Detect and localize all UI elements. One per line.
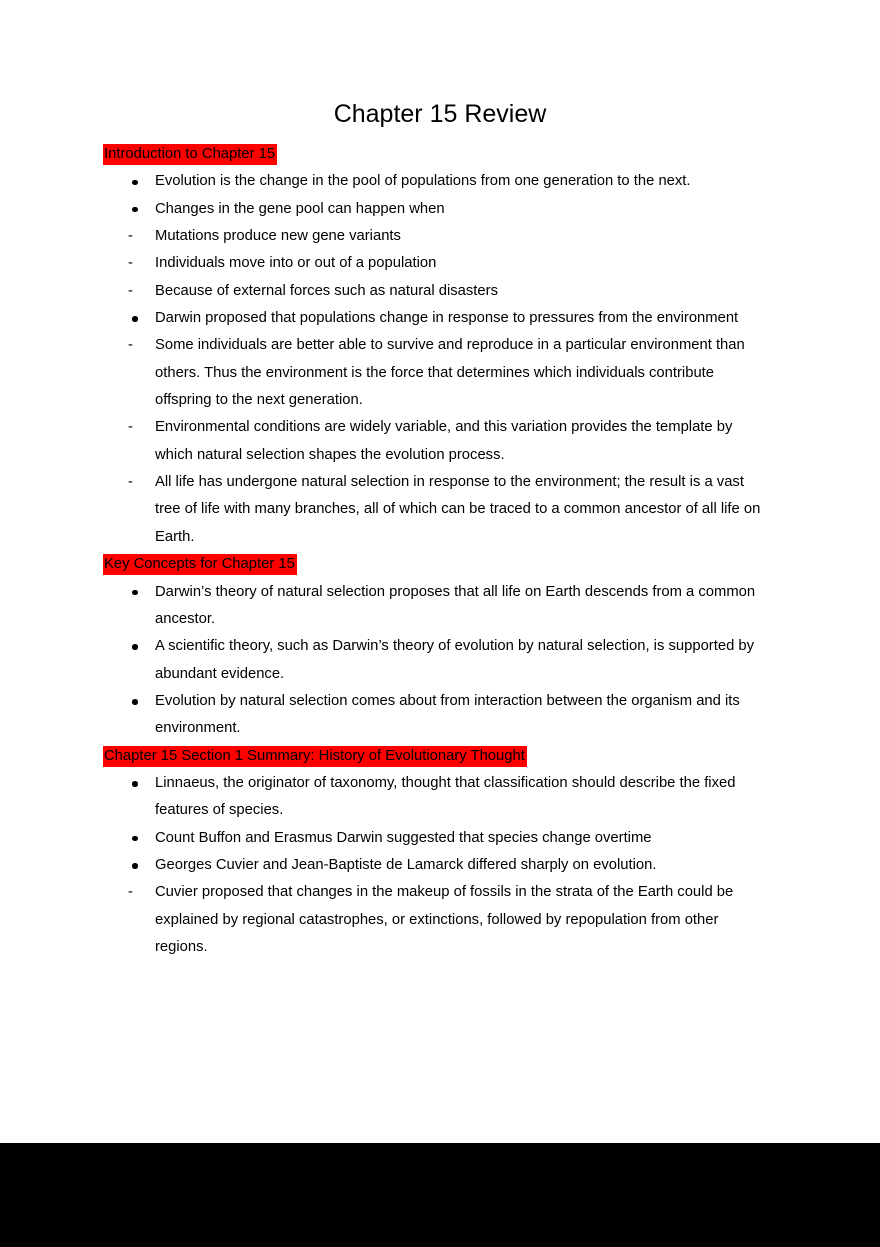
document-sections <box>103 141 777 961</box>
dash-marker-icon: - <box>128 255 133 272</box>
section-list <box>103 579 777 743</box>
list-item-text: Some individuals are better able to survive and reproduce in a particular environment than others. Thus the environment is the force that determines which individuals contribute offspring to the next generation. <box>155 337 745 409</box>
list-item <box>103 250 777 277</box>
section-heading-line <box>103 551 777 578</box>
list-item-text: Environmental conditions are widely variable, and this variation provides the template by which natural selection shapes the evolution process. <box>155 419 733 463</box>
list-item-text: Evolution by natural selection comes about from interaction between the organism and its environment. <box>155 692 740 737</box>
section-list <box>103 770 777 961</box>
list-item-text: Linnaeus, the originator of taxonomy, thought that classification should describe the fixed features of species. <box>155 774 736 819</box>
section-heading-line <box>103 743 777 770</box>
list-item-text: Mutations produce new gene variants <box>155 228 401 245</box>
bullet-marker-icon <box>132 863 138 869</box>
bullet-marker-icon <box>132 836 138 842</box>
bullet-marker-icon <box>132 316 138 322</box>
list-item-text: Georges Cuvier and Jean-Baptiste de Lamarck differed sharply on evolution. <box>155 856 657 873</box>
footer-black-bar <box>0 1143 880 1247</box>
section-heading-highlight: Chapter 15 Section 1 Summary: History of Evolutionary Thought <box>103 746 527 767</box>
list-item <box>103 469 777 551</box>
list-item <box>103 852 777 879</box>
bullet-marker-icon <box>132 207 138 213</box>
bullet-marker-icon <box>132 590 138 596</box>
list-item-text: Count Buffon and Erasmus Darwin suggested that species change overtime <box>155 829 652 846</box>
section-list <box>103 168 777 551</box>
bullet-marker-icon <box>132 180 138 186</box>
list-item <box>103 332 777 414</box>
list-item-text: Cuvier proposed that changes in the makeup of fossils in the strata of the Earth could be explained by regional catastrophes, or extinctions, followed by repopulation from other regions. <box>155 884 734 955</box>
dash-marker-icon: - <box>128 228 133 245</box>
section-heading-line <box>103 141 777 168</box>
list-item-text: Darwin’s theory of natural selection proposes that all life on Earth descends from a common ancestor. <box>155 583 756 627</box>
dash-marker-icon: - <box>128 884 133 901</box>
bullet-marker-icon <box>132 781 138 787</box>
dash-marker-icon: - <box>128 282 133 299</box>
list-item <box>103 278 777 305</box>
bullet-marker-icon <box>132 699 138 705</box>
list-item-text: Individuals move into or out of a population <box>155 255 437 272</box>
list-item <box>103 579 777 634</box>
list-item <box>103 223 777 250</box>
dash-marker-icon: - <box>128 419 133 436</box>
list-item <box>103 688 777 743</box>
list-item <box>103 879 777 961</box>
section-heading-highlight: Key Concepts for Chapter 15 <box>103 554 297 575</box>
list-item-text: A scientific theory, such as Darwin’s theory of evolution by natural selection, is supported by abundant evidence. <box>155 638 755 682</box>
list-item <box>103 196 777 223</box>
list-item <box>103 305 777 332</box>
list-item-text: Changes in the gene pool can happen when <box>155 200 445 217</box>
list-item <box>103 414 777 469</box>
list-item-text: Because of external forces such as natural disasters <box>155 282 498 299</box>
dash-marker-icon: - <box>128 474 133 491</box>
list-item-text: Evolution is the change in the pool of populations from one generation to the next. <box>155 173 691 190</box>
bullet-marker-icon <box>132 644 138 650</box>
list-item <box>103 770 777 825</box>
list-item-text: All life has undergone natural selection in response to the environment; the result is a vast tree of life with many branches, all of which can be traced to a common ancestor of all life on Earth. <box>155 474 761 545</box>
page-title: Chapter 15 Review <box>333 100 547 128</box>
dash-marker-icon: - <box>128 337 133 354</box>
list-item <box>103 168 777 195</box>
section-heading-highlight: Introduction to Chapter 15 <box>103 144 277 165</box>
list-item <box>103 633 777 688</box>
list-item-text: Darwin proposed that populations change in response to pressures from the environment <box>155 310 739 327</box>
list-item <box>103 825 777 852</box>
